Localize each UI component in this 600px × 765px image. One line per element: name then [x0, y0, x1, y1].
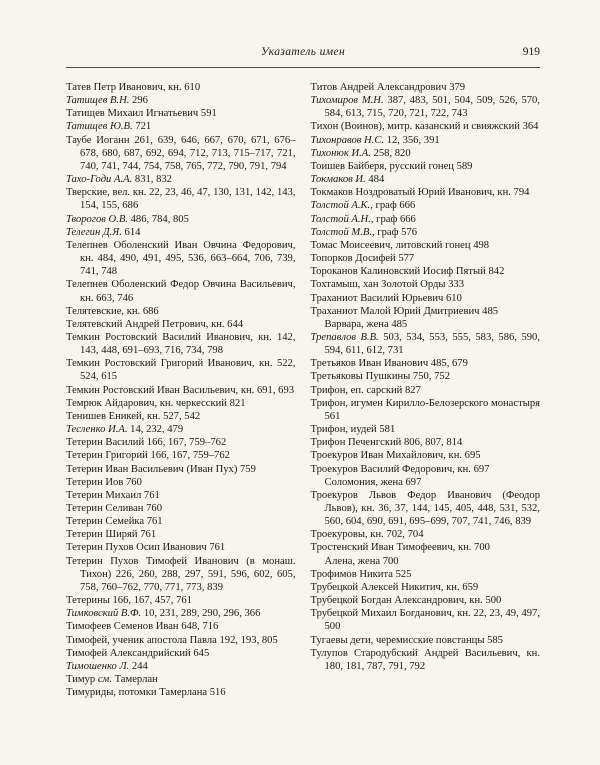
- index-entry: [66, 278, 296, 304]
- index-entry: [311, 160, 541, 173]
- entry-text: Трифон, иудей 581: [310, 424, 396, 436]
- index-entry: [311, 305, 541, 331]
- entry-text: Третьяковы Пушкины 750, 752: [310, 371, 451, 383]
- entry-text: Троекуровы, кн. 702, 704: [310, 529, 424, 541]
- entry-text: 387, 483, 501, 504, 509, 526, 570, 584, 613, 715, 720, 721, 722, 743: [324, 95, 540, 120]
- entry-text: Алена, жена 700: [324, 555, 399, 567]
- index-entry: [311, 213, 541, 226]
- entry-text: Токмаков Ноздроватый Юрий Иванович, кн. 794: [310, 187, 530, 199]
- index-entry: [66, 489, 296, 502]
- entry-name-italic: Тихомиров М.Н.: [310, 95, 384, 107]
- entry-text: Трубецкой Михаил Богданович, кн. 22, 23, 49, 497, 500: [310, 608, 540, 633]
- entry-text: Тетерин Иван Васильевич (Иван Пух) 759: [66, 463, 256, 475]
- index-entry: [311, 528, 541, 541]
- entry-text: Телятевские, кн. 686: [66, 305, 159, 317]
- entry-text: Татев Петр Иванович, кн. 610: [66, 82, 201, 93]
- index-entry: [311, 397, 541, 423]
- index-entry: [311, 239, 541, 252]
- entry-text: Тетерин Григорий 166, 167, 759–762: [66, 450, 230, 462]
- index-entry: [66, 673, 296, 686]
- entry-text: Тоишев Байберя, русский гонец 589: [310, 160, 473, 172]
- index-entry: [311, 199, 541, 212]
- entry-name-italic: Тимошенко Л.: [66, 660, 130, 672]
- index-entry: [311, 94, 541, 120]
- entry-text: Траханиот Василий Юрьевич 610: [310, 292, 462, 304]
- index-entry: [311, 436, 541, 449]
- entry-text: Тетерин Михаил 761: [66, 489, 160, 501]
- index-entry: [66, 94, 296, 107]
- index-entry: [66, 463, 296, 476]
- entry-name-italic: Телегин Д.Я.: [66, 226, 122, 238]
- entry-text: Тростенский Иван Тимофеевич, кн. 700: [310, 542, 490, 554]
- index-entry: [311, 647, 541, 673]
- entry-text: Трубецкой Алексей Никитич, кн. 659: [310, 581, 479, 593]
- entry-name-italic: Тимковский В.Ф.: [66, 608, 142, 620]
- index-entry: [311, 423, 541, 436]
- index-entry: [311, 278, 541, 291]
- entry-text: 503, 534, 553, 555, 583, 586, 590, 594, 611, 612, 731: [324, 331, 541, 357]
- index-entry: [311, 463, 541, 489]
- index-entry: [311, 607, 541, 633]
- entry-text: 486, 784, 805: [127, 213, 189, 225]
- entry-text: 244: [129, 660, 148, 672]
- entry-text: 614: [121, 226, 141, 238]
- index-entry: [66, 186, 296, 212]
- entry-text: 721: [132, 121, 152, 133]
- entry-text: Телепнев Оболенский Иван Овчина Федорович, кн. 484, 490, 491, 495, 536, 663–664, 706, 739, 741, 748: [66, 239, 296, 278]
- header-rule: [66, 67, 540, 68]
- entry-text: Темкин Ростовский Иван Васильевич, кн. 691, 693: [66, 384, 295, 396]
- entry-text: Трифон, еп. сарский 827: [310, 384, 421, 396]
- entry-text: Телепнев Оболенский Федор Овчина Васильевич, кн. 663, 746: [66, 279, 296, 304]
- index-entry: [311, 226, 541, 239]
- entry-text: Татищев Михаил Игнатьевич 591: [66, 108, 217, 120]
- entry-text: Титов Андрей Александрович 379: [310, 82, 466, 93]
- index-entry: [66, 397, 296, 410]
- index-entry: [66, 213, 296, 226]
- index-entry: [311, 331, 541, 357]
- index-entry: [66, 594, 296, 607]
- index-entry: [311, 449, 541, 462]
- index-entry: [311, 252, 541, 265]
- entry-text: Тетерины 166, 167, 457, 761: [66, 595, 192, 607]
- entry-text: , граф 666: [370, 200, 416, 212]
- entry-text: Тихон (Воинов), митр. казанский и свияжский 364: [310, 121, 539, 133]
- index-entry: [66, 239, 296, 278]
- page-header: [66, 46, 540, 61]
- entry-text: Тетерин Пухов Осип Иванович 761: [66, 542, 226, 554]
- index-entry: [66, 660, 296, 673]
- entry-name-italic: Татищев Ю.В.: [66, 121, 133, 133]
- entry-text: 484: [365, 174, 385, 186]
- index-entry: [66, 226, 296, 239]
- entry-text: Тамерлан: [111, 674, 158, 686]
- index-columns: [66, 81, 540, 699]
- entry-name-italic: Толстой А.Н.: [310, 213, 371, 225]
- entry-text: Тетерин Семейка 761: [66, 516, 163, 528]
- entry-text: Соломония, жена 697: [324, 476, 422, 488]
- index-entry: [66, 357, 296, 383]
- entry-name-italic: Тихонравов Н.С.: [310, 134, 385, 146]
- index-entry: [66, 410, 296, 423]
- index-entry: [311, 292, 541, 305]
- entry-text: Тимофей Александрийский 645: [66, 647, 210, 659]
- index-entry: [311, 541, 541, 567]
- entry-text: Тетерин Пухов Тимофей Иванович (в монаш. Тихон) 226, 260, 288, 297, 591, 596, 602, 605, 758, 760–762, 770, 771, 773, 839: [66, 555, 296, 593]
- index-entry: [66, 515, 296, 528]
- entry-text: Таубе Иоганн 261, 639, 646, 667, 670, 671, 676–678, 680, 687, 692, 694, 712, 713, 715–717, 721, 740, 741, 744, 754, 758, 765, 772, 790, 791, 794: [66, 134, 296, 172]
- index-entry: [311, 134, 541, 147]
- entry-text: Тетерин Ширяй 761: [66, 529, 157, 541]
- entry-text: 14, 232, 479: [127, 424, 184, 436]
- entry-name-italic: см.: [97, 674, 112, 686]
- entry-text: Тетерин Иов 760: [66, 476, 142, 488]
- entry-name-italic: Тихонюк И.А.: [310, 147, 371, 159]
- index-entry: [66, 318, 296, 331]
- entry-text: Трубецкой Богдан Александрович, кн. 500: [310, 595, 502, 607]
- index-entry: [66, 647, 296, 660]
- running-title: Указатель имен: [260, 46, 346, 58]
- entry-text: Траханиот Малой Юрий Дмитриевич 485: [310, 305, 499, 317]
- index-entry: [66, 120, 296, 133]
- entry-text: Тетерин Василий 166, 167, 759–762: [66, 437, 227, 449]
- entry-name-italic: Токмаков И.: [310, 174, 366, 186]
- index-entry: [311, 265, 541, 278]
- index-entry: [311, 634, 541, 647]
- page-number: 919: [522, 46, 540, 58]
- entry-text: Темкин Ростовский Василий Иванович, кн. 142, 143, 448, 691–693, 716, 734, 798: [66, 331, 296, 357]
- entry-name-italic: Тесленко И.А.: [66, 424, 128, 436]
- entry-text: Тимуриды, потомки Тамерлана 516: [66, 687, 226, 699]
- index-entry: [66, 541, 296, 554]
- entry-text: 10, 231, 289, 290, 296, 366: [141, 608, 261, 620]
- entry-text: 12, 356, 391: [384, 134, 440, 146]
- entry-text: Варвара, жена 485: [324, 318, 408, 330]
- index-entry: [66, 107, 296, 120]
- index-entry: [311, 568, 541, 581]
- entry-text: , граф 576: [371, 226, 418, 238]
- entry-text: Троекуров Иван Михайлович, кн. 695: [310, 450, 481, 462]
- index-entry: [311, 173, 541, 186]
- index-entry: [311, 186, 541, 199]
- entry-text: Тохтамыш, хан Золотой Орды 333: [310, 279, 465, 291]
- entry-name-italic: Тахо-Годи А.А.: [66, 174, 133, 186]
- index-entry: [311, 370, 541, 383]
- entry-text: Тетерин Селиван 760: [66, 503, 163, 514]
- entry-text: 296: [129, 95, 148, 107]
- index-entry: [311, 384, 541, 397]
- entry-text: Тулупов Стародубский Андрей Васильевич, кн. 180, 181, 787, 791, 792: [310, 647, 540, 672]
- index-column-left: [66, 81, 296, 699]
- index-entry: [66, 173, 296, 186]
- index-entry: [66, 449, 296, 462]
- entry-text: Тимофей, ученик апостола Павла 192, 193, 805: [66, 634, 278, 646]
- index-entry: [66, 81, 296, 94]
- entry-text: Троекуров Львов Федор Иванович (Феодор Львов), кн. 36, 37, 144, 145, 405, 448, 531, 532, 560, 604, 690, 691, 695–699, 707, 741, 746, 839: [310, 489, 540, 528]
- entry-name-italic: Татищев В.Н.: [66, 95, 130, 107]
- index-entry: [66, 502, 296, 515]
- entry-text: Троекуров Василий Федорович, кн. 697: [310, 463, 490, 475]
- entry-text: Темрюк Айдарович, кн. черкесский 821: [66, 397, 246, 409]
- index-entry: [311, 357, 541, 370]
- index-entry: [66, 305, 296, 318]
- index-entry: [66, 528, 296, 541]
- entry-text: Тимофеев Семенов Иван 648, 716: [66, 621, 219, 633]
- index-entry: [66, 436, 296, 449]
- entry-text: Трофимов Никита 525: [310, 568, 412, 580]
- entry-text: 831, 832: [132, 174, 172, 186]
- entry-text: Тенишев Еникей, кн. 527, 542: [66, 410, 201, 422]
- index-entry: [66, 686, 296, 699]
- entry-text: Темкин Ростовский Григорий Иванович, кн. 522, 524, 615: [66, 358, 296, 383]
- entry-text: , граф 666: [370, 213, 416, 225]
- entry-text: Трифон Печенгский 806, 807, 814: [310, 437, 463, 449]
- index-entry: [66, 331, 296, 357]
- index-entry: [66, 476, 296, 489]
- entry-name-italic: Толстой М.В.: [310, 226, 372, 238]
- entry-text: Тимур: [66, 674, 98, 686]
- index-entry: [66, 607, 296, 620]
- entry-name-italic: Трепавлов В.В.: [310, 331, 379, 343]
- index-entry: [311, 581, 541, 594]
- entry-text: 258, 820: [370, 147, 411, 159]
- entry-text: Тороканов Калиновский Иосиф Пятый 842: [310, 266, 505, 278]
- entry-text: Тверские, вел. кн. 22, 23, 46, 47, 130, 131, 142, 143, 154, 155, 686: [66, 187, 296, 212]
- index-entry: [311, 489, 541, 528]
- index-entry: [66, 384, 296, 397]
- entry-name-italic: Толстой А.К.: [310, 200, 371, 212]
- index-entry: [311, 147, 541, 160]
- entry-text: Топорков Досифей 577: [310, 253, 415, 265]
- index-entry: [66, 134, 296, 173]
- index-entry: [311, 594, 541, 607]
- index-entry: [66, 423, 296, 436]
- index-column-right: [311, 81, 541, 699]
- index-entry: [66, 620, 296, 633]
- entry-text: Телятевский Андрей Петрович, кн. 644: [66, 318, 244, 330]
- index-entry: [311, 81, 541, 94]
- index-entry: [66, 634, 296, 647]
- entry-text: Третьяков Иван Иванович 485, 679: [310, 358, 468, 370]
- entry-text: Томас Моисеевич, литовский гонец 498: [310, 239, 490, 251]
- entry-text: Тугаевы дети, черемисские повстанцы 585: [310, 634, 503, 646]
- index-entry: [66, 555, 296, 594]
- index-entry: [311, 120, 541, 133]
- entry-text: Трифон, игумен Кирилло-Белозерского монастыря 561: [310, 397, 540, 422]
- entry-name-italic: Творогов О.В.: [66, 213, 128, 225]
